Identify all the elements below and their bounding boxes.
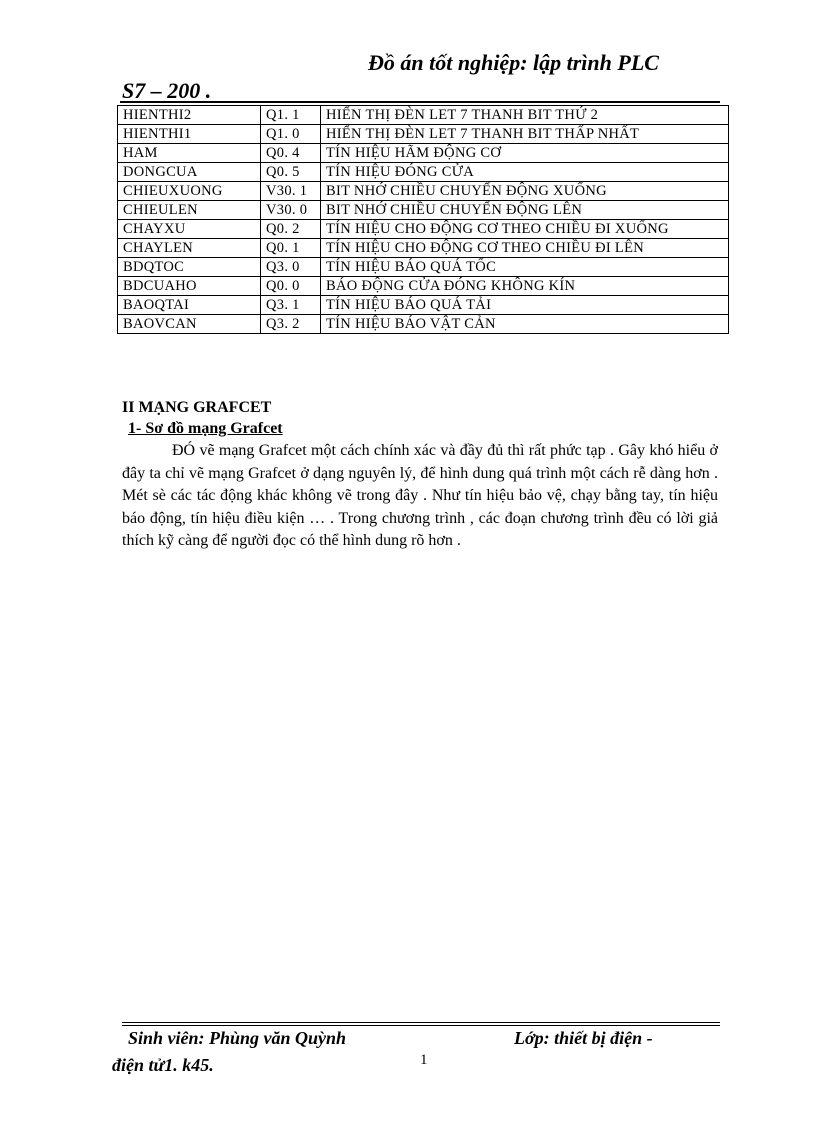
cell-symbol: BDCUAHO — [118, 277, 261, 296]
footer-rule-bottom — [122, 1025, 720, 1026]
section-heading: II MẠNG GRAFCET — [122, 399, 272, 416]
cell-symbol: HIENTHI2 — [118, 106, 261, 125]
cell-symbol: BAOQTAI — [118, 296, 261, 315]
cell-description: BIT NHỚ CHIỀU CHUYỂN ĐỘNG LÊN — [321, 201, 729, 220]
table-row — [118, 144, 729, 163]
cell-address: Q0. 1 — [261, 239, 321, 258]
cell-address: V30. 1 — [261, 182, 321, 201]
cell-address: Q3. 1 — [261, 296, 321, 315]
table-row — [118, 258, 729, 277]
cell-address: Q3. 2 — [261, 315, 321, 334]
table-row — [118, 315, 729, 334]
table-row — [118, 239, 729, 258]
footer-student: Sinh viên: Phùng văn Quỳnh — [128, 1028, 347, 1048]
cell-address: Q0. 2 — [261, 220, 321, 239]
cell-description: BIT NHỚ CHIỀU CHUYỂN ĐỘNG XUỐNG — [321, 182, 729, 201]
cell-symbol: BDQTOC — [118, 258, 261, 277]
cell-description: TÍN HIỆU BÁO QUÁ TỐC — [321, 258, 729, 277]
signal-table — [117, 105, 729, 334]
cell-symbol: CHIEUXUONG — [118, 182, 261, 201]
cell-description: HIỂN THỊ ĐÈN LET 7 THANH BIT THẤP NHẤT — [321, 125, 729, 144]
body-paragraph-text: ĐÓ vẽ mạng Grafcet một cách chính xác và đầy đủ thì rất phức tạp . Gây khó hiểu ở đây ta chỉ vẽ mạng Grafcet ở dạng nguyên lý, để hình dung quá trình một cách rễ dàng hơn . Mét sè các tác động khác không vẽ trong đây . Như tín hiệu bảo vệ, chạy bằng tay, tín hiệu báo động, tín hiệu điều kiện … . Trong chương trình , các đoạn chương trình đều có lời giả thích kỹ càng để người đọc có thể hình dung rõ hơn . — [122, 442, 718, 549]
table-row — [118, 106, 729, 125]
cell-symbol: DONGCUA — [118, 163, 261, 182]
table-row — [118, 201, 729, 220]
footer-class-continued: điện tử1. k45. — [112, 1055, 214, 1075]
cell-address: Q0. 4 — [261, 144, 321, 163]
cell-symbol: HAM — [118, 144, 261, 163]
cell-symbol: CHAYLEN — [118, 239, 261, 258]
cell-description: TÍN HIỆU ĐÓNG CỬA — [321, 163, 729, 182]
table-row — [118, 125, 729, 144]
cell-symbol: BAOVCAN — [118, 315, 261, 334]
cell-address: Q1. 0 — [261, 125, 321, 144]
cell-address: Q0. 0 — [261, 277, 321, 296]
table-row — [118, 182, 729, 201]
cell-address: Q3. 0 — [261, 258, 321, 277]
table-row — [118, 296, 729, 315]
cell-symbol: CHIEULEN — [118, 201, 261, 220]
table-row — [118, 163, 729, 182]
cell-description: TÍN HIỆU BÁO VẬT CẢN — [321, 315, 729, 334]
cell-address: Q1. 1 — [261, 106, 321, 125]
cell-address: V30. 0 — [261, 201, 321, 220]
cell-description: TÍN HIỆU CHO ĐỘNG CƠ THEO CHIỀU ĐI XUỐNG — [321, 220, 729, 239]
table-row — [118, 220, 729, 239]
cell-address: Q0. 5 — [261, 163, 321, 182]
document-subtitle: S7 – 200 . — [122, 78, 212, 103]
subsection-heading: 1- Sơ đồ mạng Grafcet — [128, 420, 283, 437]
cell-description: TÍN HIỆU BÁO QUÁ TẢI — [321, 296, 729, 315]
footer-class: Lớp: thiết bị điện - — [514, 1028, 653, 1048]
cell-symbol: HIENTHI1 — [118, 125, 261, 144]
cell-symbol: CHAYXU — [118, 220, 261, 239]
table-row — [118, 277, 729, 296]
body-paragraph — [122, 440, 718, 553]
footer-rule-top — [122, 1022, 720, 1023]
cell-description: TÍN HIỆU HÃM ĐỘNG CƠ — [321, 144, 729, 163]
cell-description: BÁO ĐỘNG CỬA ĐÓNG KHÔNG KÍN — [321, 277, 729, 296]
signal-table-body — [118, 106, 729, 334]
cell-description: HIỂN THỊ ĐÈN LET 7 THANH BIT THỨ 2 — [321, 106, 729, 125]
header-rule — [120, 101, 720, 103]
cell-description: TÍN HIỆU CHO ĐỘNG CƠ THEO CHIỀU ĐI LÊN — [321, 239, 729, 258]
document-title: Đồ án tốt nghiệp: lập trình PLC — [368, 50, 659, 75]
page-number: 1 — [420, 1052, 428, 1068]
